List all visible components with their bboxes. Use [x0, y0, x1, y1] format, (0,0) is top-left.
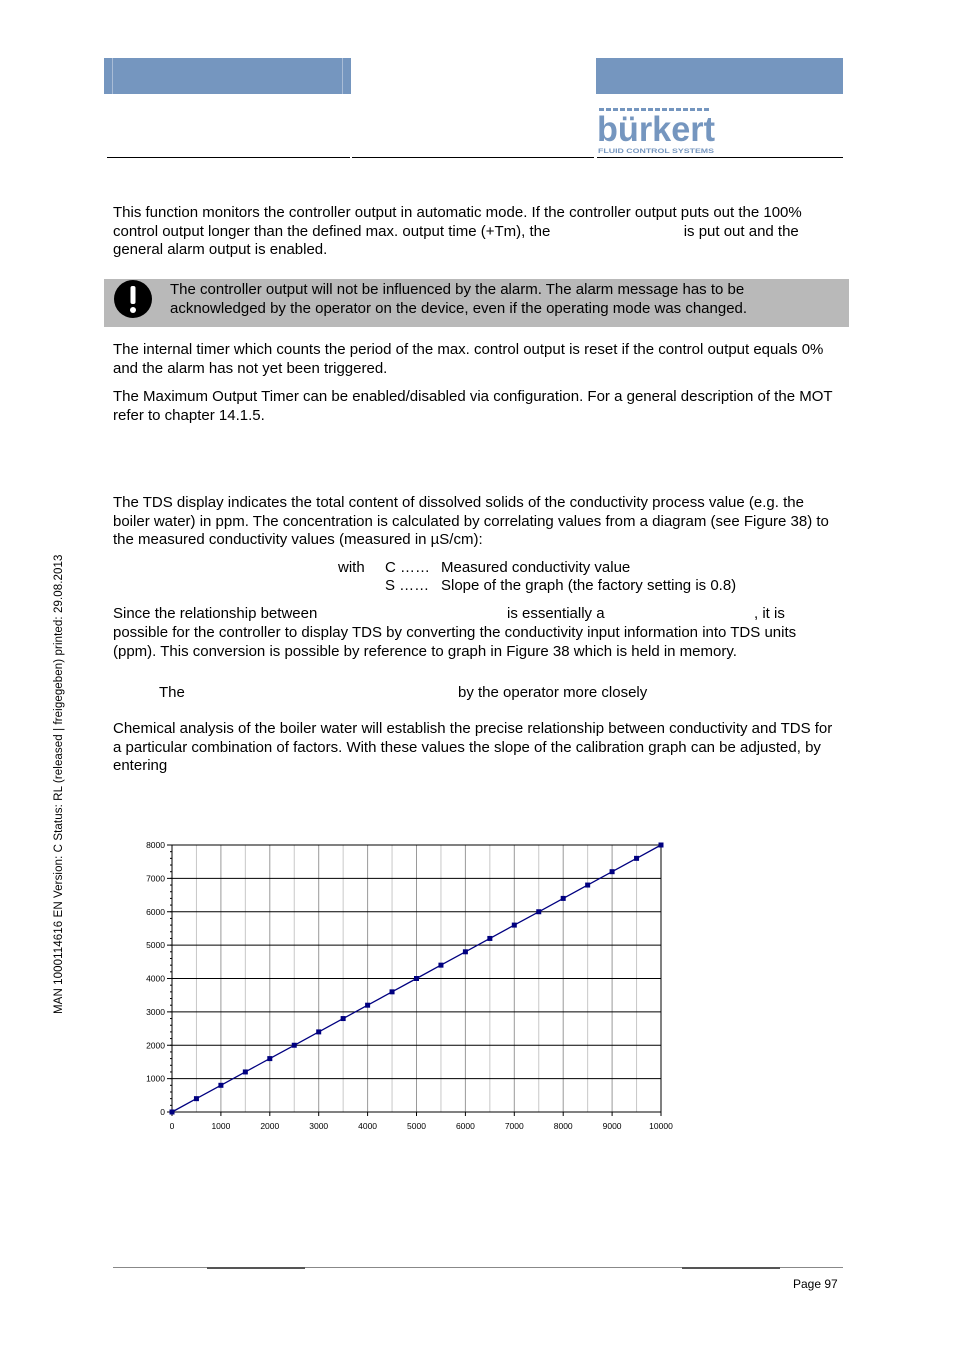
- footer-rule-accent-right: [682, 1267, 780, 1269]
- x-tick-label: 5000: [407, 1121, 426, 1131]
- data-point: [610, 869, 615, 874]
- x-tick-label: 9000: [602, 1121, 622, 1131]
- y-tick-label: 5000: [146, 940, 165, 951]
- paragraph-mot-function: This function monitors the controller output in automatic mode. If the controller output puts out the 100% control output longer than the defined max. output time (+Tm), the is put out and the general alarm output is enabled.: [113, 204, 806, 258]
- document-status-text: MAN 1000114616 EN Version: C Status: RL (released | freigegeben) printed: 29.08.2013: [53, 554, 65, 1014]
- x-tick-label: 4000: [358, 1121, 378, 1131]
- definition-s-key: S ……: [385, 577, 430, 594]
- header-bar-right: [596, 58, 843, 94]
- data-point: [487, 936, 492, 941]
- x-tick-label: 2000: [260, 1121, 280, 1131]
- y-tick-label: 7000: [146, 873, 165, 884]
- definition-c-key: C ……: [385, 559, 430, 576]
- data-point: [585, 883, 590, 888]
- header-rule-2: [352, 157, 594, 158]
- definition-s-value: Slope of the graph (the factory setting is 0.8): [441, 577, 737, 594]
- page-number: Page 97: [793, 1277, 838, 1291]
- data-point: [390, 989, 395, 994]
- header-bar-left: [104, 58, 351, 94]
- data-point: [218, 1083, 223, 1088]
- notice-text: The controller output will not be influenced by the alarm. The alarm message has to be acknowledged by the operator on the device, even if the operating mode was changed.: [170, 281, 748, 317]
- x-tick-label: 1000: [211, 1121, 231, 1131]
- definition-c-value: Measured conductivity value: [441, 559, 631, 576]
- data-point: [243, 1069, 248, 1074]
- footer-rule-accent-left: [207, 1267, 305, 1269]
- data-point: [316, 1029, 321, 1034]
- data-point: [512, 923, 517, 928]
- logo-text: bürkert: [597, 110, 716, 149]
- data-point: [365, 1003, 370, 1008]
- burkert-logo: [596, 104, 720, 156]
- y-tick-label: 3000: [146, 1006, 165, 1017]
- formula-with-label: with: [338, 559, 365, 576]
- exclamation-icon: [113, 279, 155, 321]
- x-tick-label: 0: [169, 1121, 175, 1131]
- notice-box: [104, 279, 849, 327]
- paragraph-tds-display: The TDS display indicates the total content of dissolved solids of the conductivity process value (e.g. the boiler water) in ppm. The concentration is calculated by correlating values from a diagram (see Figure 38) to the measured conductivity values (measured in µS/cm):: [113, 494, 829, 548]
- x-tick-label: 8000: [553, 1121, 573, 1131]
- data-point: [659, 843, 664, 848]
- y-tick-label: 4000: [146, 973, 165, 984]
- data-point: [536, 909, 541, 914]
- y-tick-label: 1000: [146, 1073, 165, 1084]
- data-point: [341, 1016, 346, 1021]
- header-rule-3: [597, 157, 843, 158]
- data-point: [561, 896, 566, 901]
- data-point: [170, 1110, 175, 1115]
- tds-calibration-chart: [130, 835, 690, 1140]
- data-point: [634, 856, 639, 861]
- x-tick-label: 3000: [309, 1121, 329, 1131]
- x-tick-label: 6000: [455, 1121, 475, 1131]
- data-point: [292, 1043, 297, 1048]
- paragraph-relationship-rest: possible for the controller to display TDS by converting the conductivity input information into TDS units (ppm). This conversion is possible by reference to graph in Figure 38 which is held in memory.: [113, 624, 797, 660]
- paragraph-relationship-part2: is essentially a: [507, 605, 605, 622]
- paragraph-relationship-part3: , it is: [754, 605, 785, 622]
- paragraph-mot-config: The Maximum Output Timer can be enabled/disabled via configuration. For a general description of the MOT refer to chapter 14.1.5.: [113, 388, 833, 424]
- paragraph-timer-reset: The internal timer which counts the period of the max. control output is reset if the control output equals 0% and the alarm has not yet been triggered.: [113, 341, 824, 377]
- y-tick-label: 6000: [146, 906, 165, 917]
- data-point: [414, 976, 419, 981]
- y-tick-label: 0: [160, 1107, 165, 1117]
- header-rule-1: [107, 157, 350, 158]
- paragraph-chemical-analysis: Chemical analysis of the boiler water will establish the precise relationship between conductivity and TDS for a particular combination of factors. With these values the slope of the calibration graph can be adjusted, by entering: [113, 720, 833, 774]
- data-point: [438, 963, 443, 968]
- logo-tagline: FLUID CONTROL SYSTEMS: [598, 148, 715, 155]
- x-tick-label: 7000: [504, 1121, 524, 1131]
- data-point: [463, 949, 468, 954]
- y-tick-label: 8000: [146, 840, 165, 850]
- x-tick-label: 10000: [649, 1121, 673, 1131]
- paragraph-operator-part1: The: [159, 684, 185, 701]
- y-tick-label: 2000: [146, 1040, 165, 1051]
- data-point: [267, 1056, 272, 1061]
- paragraph-relationship-part1: Since the relationship between: [113, 605, 318, 622]
- data-point: [194, 1096, 199, 1101]
- paragraph-operator-part2: by the operator more closely: [458, 684, 648, 701]
